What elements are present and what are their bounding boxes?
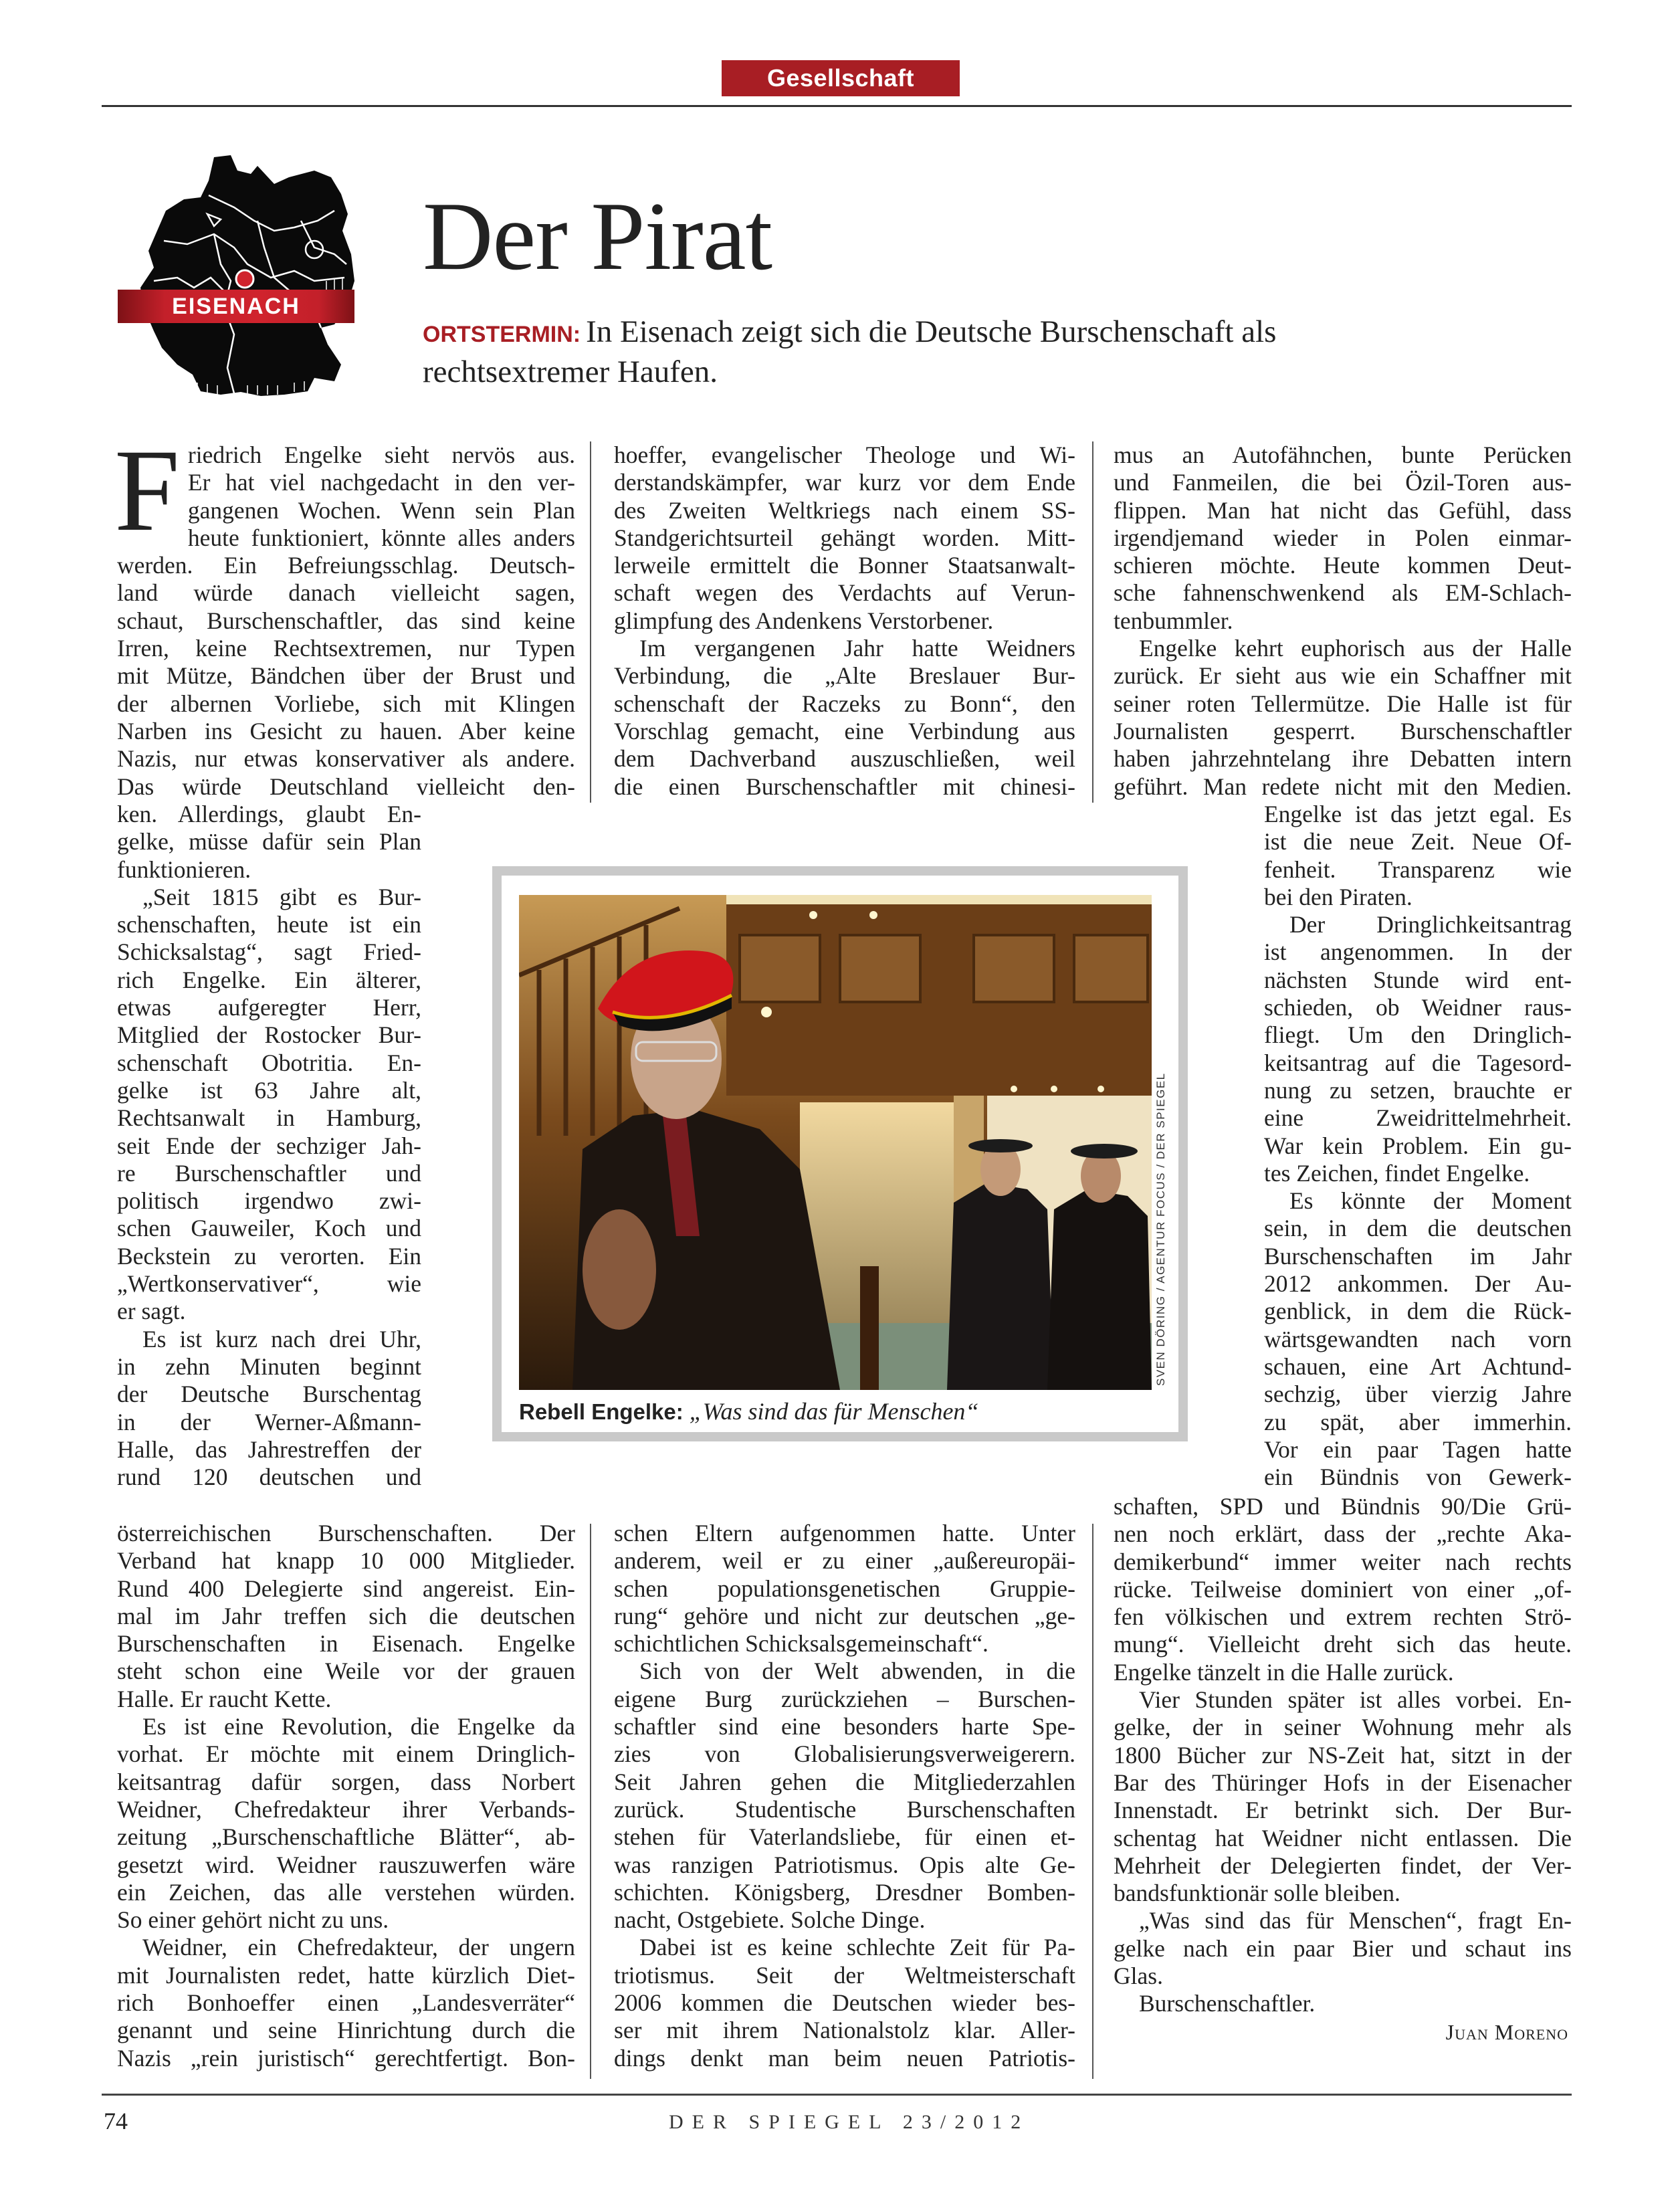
text-line: dings denkt man beim neuen Patriotis- (614, 2044, 1075, 2072)
text-line: ein Bündnis von Gewerk- (1264, 1464, 1572, 1491)
text-line: Weidner, Chefredakteur ihrer Verbands- (117, 1795, 575, 1823)
column-2-bottom (614, 1520, 1075, 2072)
text-line: Er hat viel nachgedacht in den ver- (187, 469, 575, 496)
column-1-bottom (117, 1520, 575, 2072)
location-marker-icon (236, 270, 253, 288)
text-line: Schicksalstag“, sagt Fried- (117, 938, 421, 966)
text-line: schen Eltern aufgenommen hatte. Unter (614, 1520, 1075, 1546)
text-line: etwas aufgeregter Herr, (117, 994, 421, 1021)
text-line: und Fanmeilen, die bei Özil-Toren aus- (1114, 469, 1572, 496)
text-line: wärtsgewandten nach vorn (1264, 1325, 1572, 1352)
magazine-issue: DER SPIEGEL 23/2012 (669, 2111, 1030, 2133)
author-byline: Juan Moreno (1445, 2020, 1568, 2044)
text-line: nächsten Stunde wird ent- (1264, 966, 1572, 993)
germany-map-icon (114, 147, 375, 408)
text-line: haben jahrzehntelang ihre Debatten intern (1114, 745, 1572, 773)
text-line: fenheit. Transparenz wie (1264, 856, 1572, 883)
photo-caption (519, 1397, 978, 1427)
text-line: Engelke ist das jetzt egal. Es (1264, 801, 1572, 827)
text-line: tenbummler. (1114, 607, 1233, 634)
text-line: ken. Allerdings, glaubt En- (117, 801, 421, 827)
text-line: Burschenschaften im Jahr (1264, 1242, 1572, 1270)
text-line: in der Werner-Aßmann- (117, 1408, 421, 1435)
text-line: Vorschlag gemacht, eine Verbindung aus (614, 717, 1075, 744)
text-line: der Deutsche Burschentag (117, 1381, 421, 1408)
text-line: ser mit ihrem Nationalstolz klar. Aller- (614, 2017, 1075, 2044)
text-line: genblick, in dem die Rück- (1264, 1298, 1572, 1325)
text-line: Rechtsanwalt in Hamburg, (117, 1104, 421, 1132)
column-3-narrow (1264, 801, 1572, 1491)
text-line: Innenstadt. Er betrinkt sich. Der Bur- (1114, 1797, 1572, 1824)
text-line: Glas. (1114, 1963, 1163, 1990)
text-line: Mehrheit der Delegierten findet, der Ver- (1114, 1851, 1572, 1879)
text-line: Im vergangenen Jahr hatte Weidners (639, 635, 1075, 662)
text-line: Seit Jahren gehen die Mitgliederzahlen (614, 1768, 1075, 1795)
text-line: schaut, Burschenschaftler, das sind keine (117, 607, 575, 634)
text-line: demikerbund“ immer weiter nach rechts (1114, 1548, 1572, 1575)
text-line: schaften, SPD und Bündnis 90/Die Grü- (1114, 1493, 1572, 1520)
text-line: gelke nach ein paar Bier und schaut ins (1114, 1934, 1572, 1962)
top-rule (102, 105, 1572, 107)
column-3-top (1114, 441, 1572, 801)
text-line: eine Zweidrittelmehrheit. (1264, 1104, 1572, 1132)
text-line: schen Gauweiler, Koch und (117, 1215, 421, 1242)
text-line: eigene Burg zurückziehen – Burschen- (614, 1685, 1075, 1712)
page-number: 74 (104, 2108, 128, 2134)
bottom-rule (102, 2094, 1572, 2096)
article-photo (519, 895, 1152, 1390)
text-line: Vor ein paar Tagen hatte (1264, 1435, 1572, 1463)
text-line: er sagt. (117, 1298, 186, 1325)
text-line: rich Bonhoeffer einen „Landesverräter“ (117, 1989, 575, 2017)
text-line: schenschaft der Raczeks zu Bonn“, den (614, 690, 1075, 717)
text-line: Journalisten gesperrt. Burschenschaftler (1114, 717, 1572, 744)
caption-lead: Rebell Engelke: (519, 1399, 684, 1424)
photo-credit: SVEN DÖRING / AGENTUR FOCUS / DER SPIEGEL (1154, 1072, 1167, 1386)
text-line: zu spät, aber immerhin. (1264, 1408, 1572, 1435)
text-line: Engelke tänzelt in die Halle zurück. (1114, 1658, 1454, 1686)
text-line: des Zweiten Weltkriegs nach einem SS- (614, 496, 1075, 524)
text-line: zies von Globalisierungsverweigerern. (614, 1740, 1075, 1768)
text-line: Das würde Deutschland vielleicht den- (117, 773, 575, 800)
text-line: Halle, das Jahrestreffen der (117, 1435, 421, 1463)
text-line: Burschenschaftler. (1139, 1990, 1316, 2017)
text-line: rich Engelke. Ein älterer, (117, 966, 421, 993)
dek-kicker: ORTSTERMIN: (423, 322, 581, 347)
text-line: 2012 ankommen. Der Au- (1264, 1270, 1572, 1298)
text-line: ist angenommen. In der (1264, 938, 1572, 966)
text-line: hoeffer, evangelischer Theologe und Wi- (614, 441, 1075, 468)
text-line: Es könnte der Moment (1289, 1187, 1572, 1215)
text-line: tes Zeichen, findet Engelke. (1264, 1159, 1530, 1187)
text-line: Engelke kehrt euphorisch aus der Halle (1139, 635, 1572, 662)
text-line: schieren möchte. Heute kommen Deut- (1114, 552, 1572, 579)
text-line: Der Dringlichkeitsantrag (1289, 911, 1572, 938)
text-line: sein, in dem die deutschen (1264, 1215, 1572, 1242)
text-line: steht schon eine Weile vor der grauen (117, 1657, 575, 1685)
text-line: War kein Problem. Ein gu- (1264, 1132, 1572, 1159)
text-line: mung“. Vielleicht dreht sich das heute. (1114, 1631, 1572, 1658)
text-line: „Seit 1815 gibt es Bur- (142, 883, 421, 910)
drop-cap: F (114, 425, 180, 556)
column-rule-1 (590, 441, 591, 803)
text-line: nacht, Ostgebiete. Solche Dinge. (614, 1906, 926, 1934)
text-line: Bar des Thüringer Hofs in der Eisenacher (1114, 1769, 1572, 1796)
text-line: riedrich Engelke sieht nervös aus. (187, 441, 575, 468)
dek-text: In Eisenach zeigt sich die Deutsche Burschenschaft als rechtsextremer Haufen. (423, 314, 1277, 389)
caption-quote: „Was sind das für Menschen“ (689, 1398, 979, 1425)
photo-illustration (519, 895, 1152, 1390)
text-line: sche fahnenschwenkend als EM-Schlach- (1114, 579, 1572, 607)
text-line: 1800 Bücher zur NS-Zeit hat, sitzt in der (1114, 1741, 1572, 1769)
text-line: schaft wegen des Verdachts auf Verun- (614, 579, 1075, 607)
text-line: bei den Piraten. (1264, 883, 1413, 910)
text-line: „Wertkonservativer“, wie (117, 1270, 421, 1298)
text-line: fliegt. Um den Dringlich- (1264, 1021, 1572, 1049)
text-line: mit Journalisten redet, hatte kürzlich Diet- (117, 1961, 575, 1989)
text-line: triotismus. Seit der Weltmeisterschaft (614, 1961, 1075, 1989)
text-line: zurück. Er sieht aus wie ein Schaffner mit (1114, 662, 1572, 690)
text-line: keitsantrag auf die Tagesord- (1264, 1049, 1572, 1076)
text-line: So einer gehört nicht zu uns. (117, 1906, 389, 1934)
text-line: keitsantrag dafür sorgen, dass Norbert (117, 1768, 575, 1795)
text-line: Weidner, ein Chefredakteur, der ungern (142, 1934, 575, 1961)
text-line: schaftler sind eine besonders harte Spe- (614, 1713, 1075, 1740)
text-line: land würde danach vielleicht sagen, (117, 579, 575, 607)
text-line: zurück. Studentische Burschenschaften (614, 1795, 1075, 1823)
text-line: nen noch erklärt, dass der „rechte Aka- (1114, 1520, 1572, 1548)
text-line: funktionieren. (117, 856, 251, 883)
text-line: mal im Jahr treffen sich die deutschen (117, 1602, 575, 1629)
text-line: schieden, ob Weidner raus- (1264, 994, 1572, 1021)
text-line: dem Dachverband auszuschließen, weil (614, 745, 1075, 773)
text-line: rung“ gehöre und nicht zur deutschen „ge- (614, 1602, 1075, 1629)
text-line: glimpfung des Andenkens Verstorbener. (614, 607, 994, 634)
text-line: schichtlichen Schicksalsgemeinschaft“. (614, 1630, 988, 1657)
text-line: rund 120 deutschen und (117, 1464, 421, 1491)
text-line: bandsfunktionär solle bleiben. (1114, 1880, 1400, 1907)
text-line: Burschenschaften in Eisenach. Engelke (117, 1630, 575, 1657)
location-banner: EISENACH (118, 290, 354, 323)
text-line: ist die neue Zeit. Neue Of- (1264, 828, 1572, 856)
text-line: österreichischen Burschenschaften. Der (117, 1520, 575, 1546)
text-line: lerweile ermittelt die Bonner Staatsanwalt- (614, 552, 1075, 579)
column-rule-3 (590, 1524, 591, 2079)
text-line: anderem, weil er zu einer „außereuropäi- (614, 1547, 1075, 1575)
text-line: politisch irgendwo zwi- (117, 1187, 421, 1215)
column-rule-4 (1092, 1524, 1093, 2079)
text-line: schichten. Königsberg, Dresdner Bomben- (614, 1878, 1075, 1906)
text-line: was ranzigen Patriotismus. Opis alte Ge- (614, 1851, 1075, 1878)
text-line: schen populationsgenetischen Gruppie- (614, 1575, 1075, 1602)
text-line: gelke ist 63 Jahre alt, (117, 1076, 421, 1104)
text-line: Irren, keine Rechtsextremen, nur Typen (117, 635, 575, 662)
text-line: Rund 400 Delegierte sind angereist. Ein- (117, 1575, 575, 1602)
column-1-narrow (117, 801, 421, 1491)
text-line: Sich von der Welt abwenden, in die (639, 1657, 1075, 1685)
text-line: schauen, eine Art Achtund- (1264, 1352, 1572, 1380)
column-1-top (114, 425, 575, 801)
text-line: gelke, der in seiner Wohnung mehr als (1114, 1714, 1572, 1741)
text-line: Narben ins Gesicht zu hauen. Aber keine (117, 717, 575, 744)
column-2-top (614, 441, 1075, 801)
text-line: Verband hat knapp 10 000 Mitglieder. (117, 1547, 575, 1575)
text-line: Standgerichtsurteil gehängt worden. Mitt- (614, 524, 1075, 551)
text-line: in zehn Minuten beginnt (117, 1352, 421, 1380)
text-line: gesetzt wird. Weidner rauszuwerfen wäre (117, 1851, 575, 1878)
article-title: Der Pirat (423, 182, 772, 290)
text-line: nung zu setzen, brauchte er (1264, 1076, 1572, 1104)
text-line: vorhat. Er möchte mit einem Dringlich- (117, 1740, 575, 1768)
text-line: schentag hat Weidner nicht entlassen. Die (1114, 1824, 1572, 1851)
text-line: Dabei ist es keine schlechte Zeit für Pa- (639, 1934, 1075, 1961)
text-line: rücke. Teilweise dominiert von einer „of- (1114, 1575, 1572, 1603)
text-line: Es ist eine Revolution, die Engelke da (142, 1713, 575, 1740)
ressort-label: Gesellschaft (722, 60, 960, 96)
text-line: flippen. Man hat nicht das Gefühl, dass (1114, 496, 1572, 524)
text-line: Mitglied der Rostocker Bur- (117, 1021, 421, 1049)
text-line: ein Zeichen, das alle verstehen würden. (117, 1878, 575, 1906)
text-line: 2006 kommen die Deutschen wieder bes- (614, 1989, 1075, 2017)
text-line: gelke, müsse dafür sein Plan (117, 828, 421, 856)
text-line: zeitung „Burschenschaftliche Blätter“, ab- (117, 1823, 575, 1851)
text-line: schenschaft Obotritia. En- (117, 1049, 421, 1076)
column-rule-2 (1092, 441, 1093, 803)
text-line: Beckstein zu verorten. Ein (117, 1242, 421, 1270)
text-line: Vier Stunden später ist alles vorbei. En- (1139, 1686, 1572, 1714)
text-line: „Was sind das für Menschen“, fragt En- (1139, 1907, 1572, 1934)
text-line: re Burschenschaftler und (117, 1159, 421, 1187)
text-line: die einen Burschenschaftler mit chinesi- (614, 773, 1075, 800)
text-line: Nazis, nur etwas konservativer als andere. (117, 745, 575, 773)
text-line: genannt und seine Hinrichtung durch die (117, 2017, 575, 2044)
text-line: Nazis „rein juristisch“ gerechtfertigt. Bon- (117, 2044, 575, 2072)
text-line: Verbindung, die „Alte Breslauer Bur- (614, 662, 1075, 690)
text-line: gangenen Wochen. Wenn sein Plan (187, 496, 575, 524)
article-dek (423, 313, 1346, 391)
text-line: fen völkischen und extrem rechten Strö- (1114, 1603, 1572, 1631)
text-line: mit Mütze, Bändchen über der Brust und (117, 662, 575, 690)
text-line: geführt. Man redete nicht mit den Medien. (1114, 773, 1572, 800)
text-line: mus an Autofähnchen, bunte Perücken (1114, 441, 1572, 468)
text-line: Halle. Er raucht Kette. (117, 1685, 332, 1712)
text-line: werden. Ein Befreiungsschlag. Deutsch- (117, 552, 575, 579)
text-line: schenschaften, heute ist ein (117, 911, 421, 938)
text-line: irgendjemand wieder in Polen einmar- (1114, 524, 1572, 551)
text-line: der albernen Vorliebe, sich mit Klingen (117, 690, 575, 717)
text-line: seit Ende der sechziger Jah- (117, 1132, 421, 1159)
text-line: derstandskämpfer, war kurz vor dem Ende (614, 469, 1075, 496)
text-line: heute funktioniert, könnte alles anders (187, 524, 575, 551)
column-3-bottom (1114, 1493, 1572, 2018)
text-line: seiner roten Tellermütze. Die Halle ist für (1114, 690, 1572, 717)
text-line: stehen für Vaterlandsliebe, für einen et- (614, 1823, 1075, 1851)
text-line: sechzig, über vierzig Jahre (1264, 1381, 1572, 1408)
text-line: Es ist kurz nach drei Uhr, (142, 1325, 421, 1352)
